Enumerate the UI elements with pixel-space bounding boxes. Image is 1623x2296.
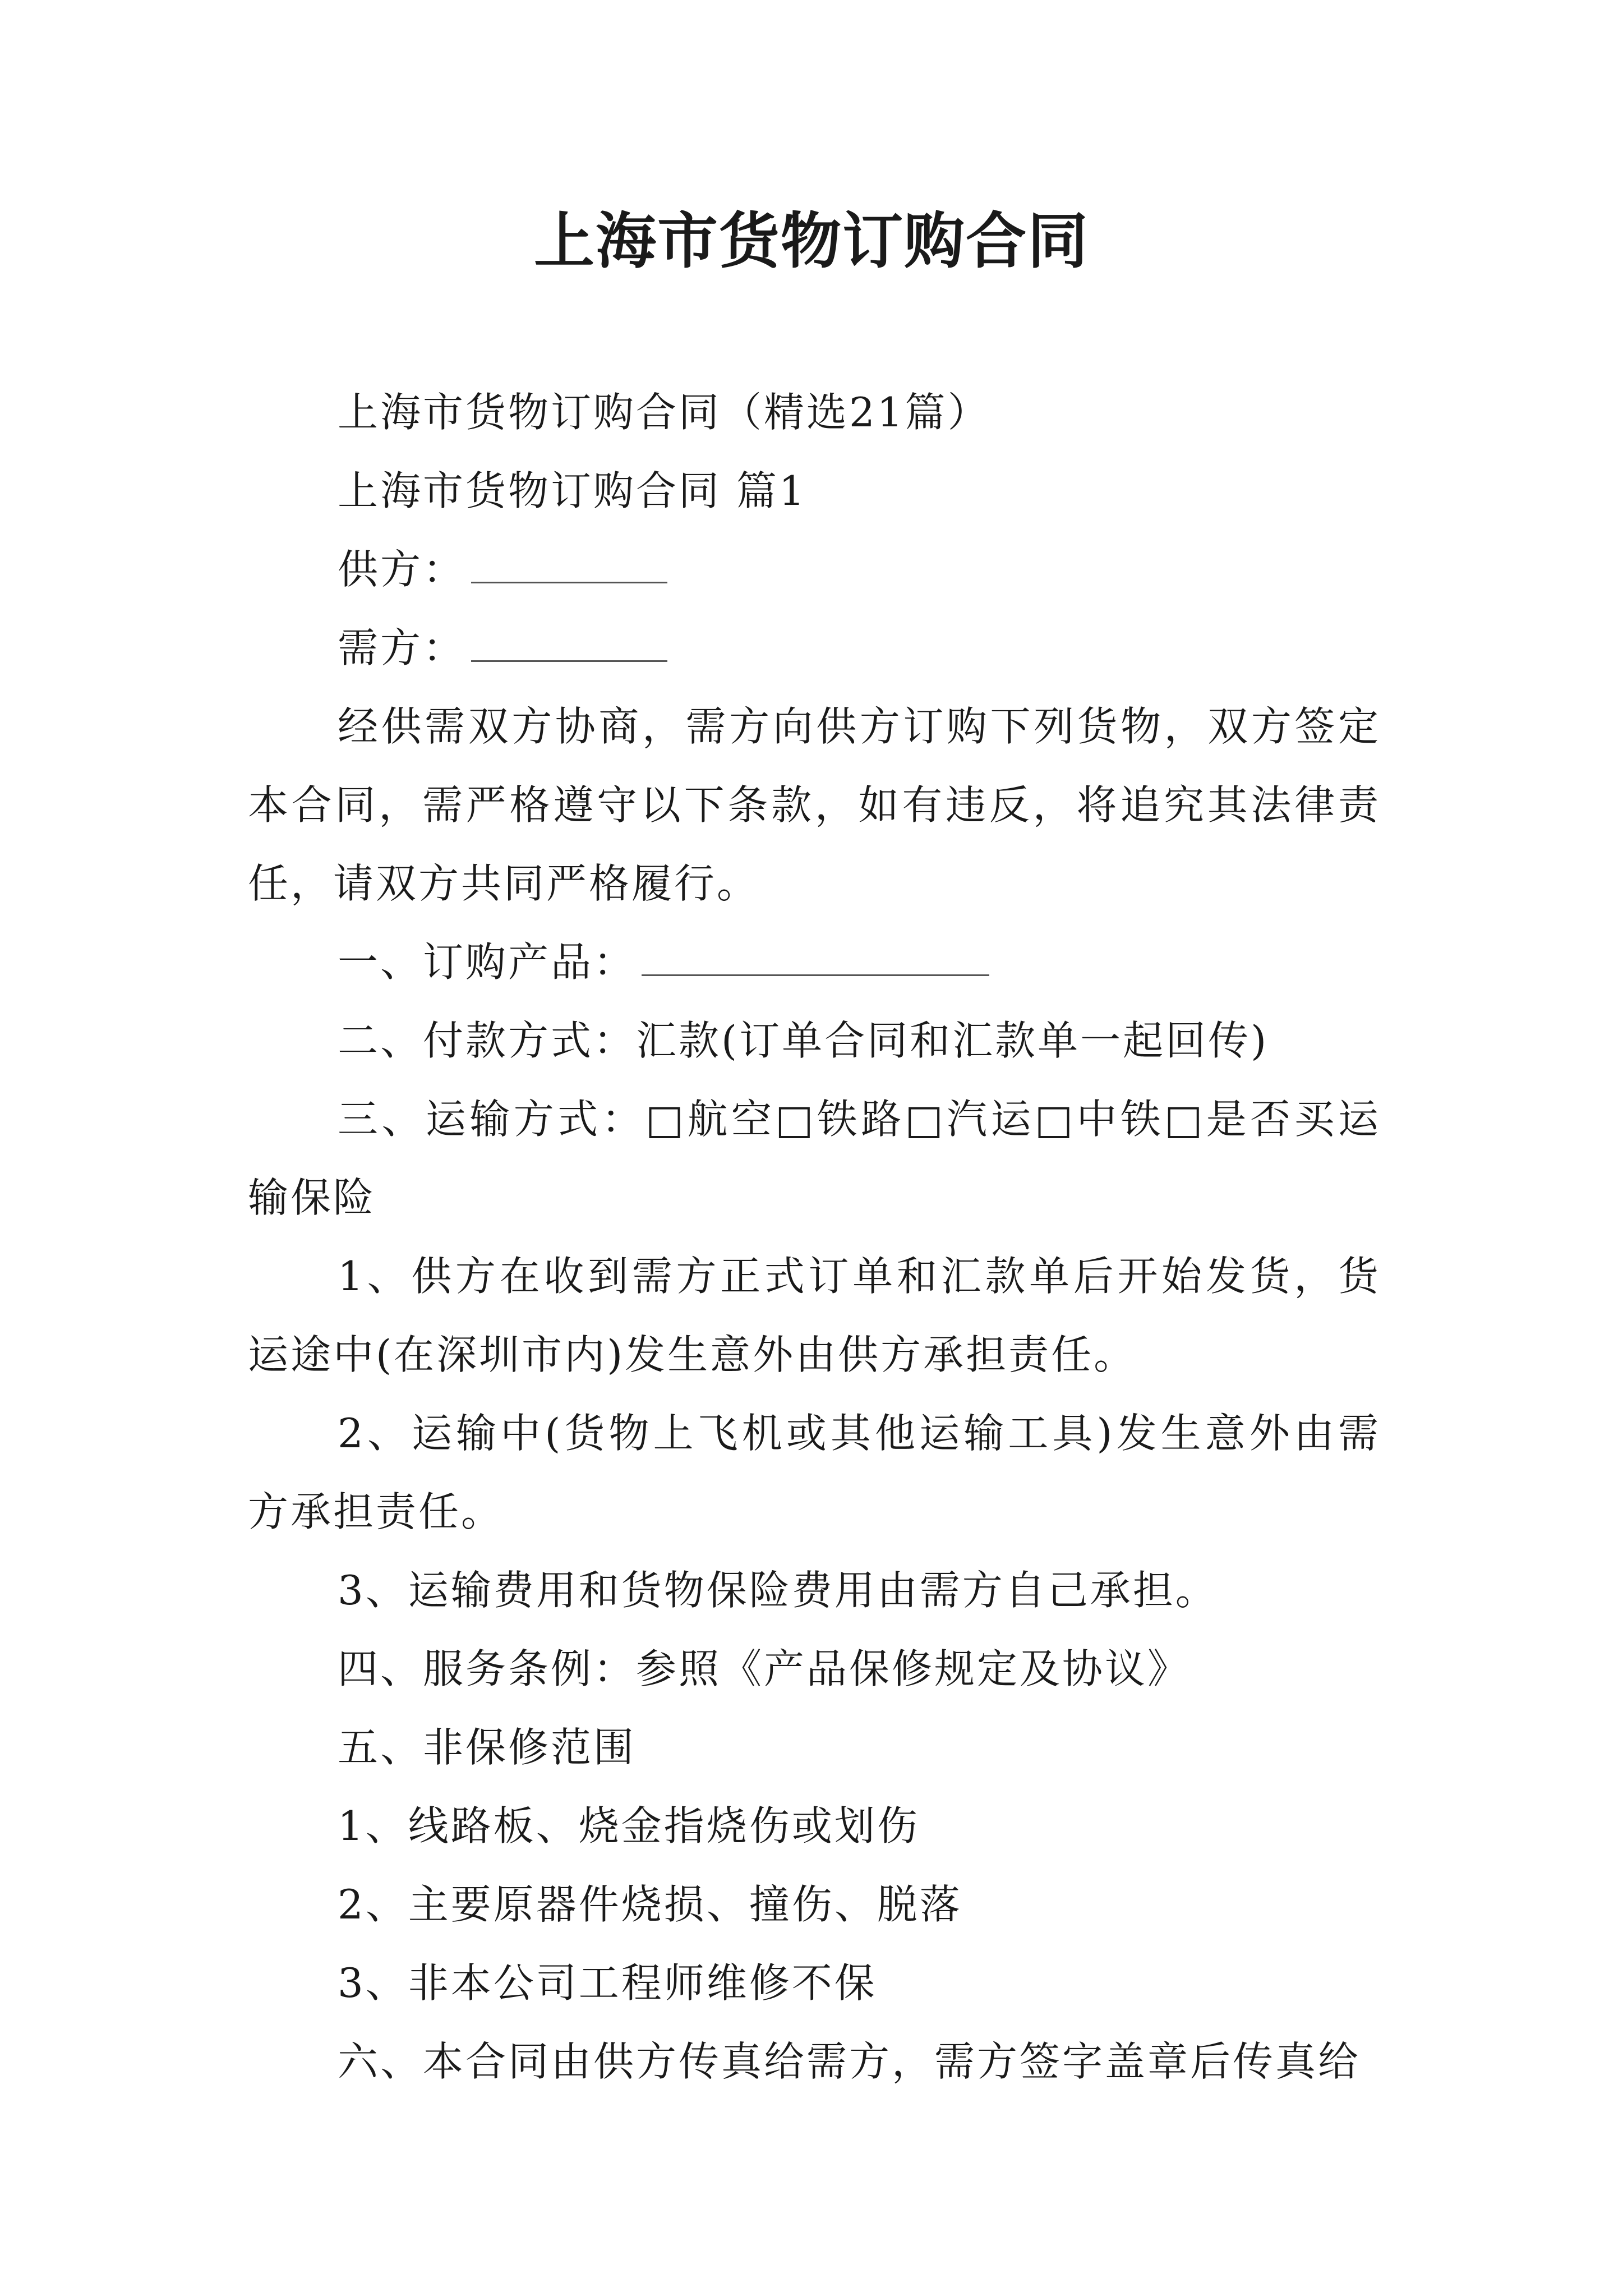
paragraph-transport-1: 1、供方在收到需方正式订单和汇款单后开始发货，货运途中(在深圳市内)发生意外由供方承担责任。 (248, 1253, 1381, 1378)
buyer-label: 需方： (338, 624, 466, 671)
paragraph-fax: 六、本合同由供方传真给需方，需方签字盖章后传真给 (338, 2038, 1361, 2085)
paragraph-non-warranty-2: 2、主要原器件烧损、撞伤、脱落 (338, 1881, 962, 1928)
document-body (248, 373, 1381, 2101)
supplier-label: 供方： (338, 546, 466, 593)
supplier-blank-line (471, 548, 667, 583)
paragraph-non-warranty: 五、非保修范围 (338, 1724, 637, 1771)
paragraph-buyer (248, 609, 1381, 687)
product-label: 一、订购产品： (338, 938, 637, 986)
paragraph-transport-2: 2、运输中(货物上飞机或其他运输工具)发生意外由需方承担责任。 (248, 1410, 1381, 1535)
paragraph-non-warranty-3: 3、非本公司工程师维修不保 (338, 1959, 877, 2007)
paragraph-non-warranty-1: 1、线路板、烧金指烧伤或划伤 (338, 1802, 920, 1849)
paragraph-intro: 经供需双方协商，需方向供方订购下列货物，双方签定本合同，需严格遵守以下条款，如有违反，将追究其法律责任，请双方共同严格履行。 (248, 703, 1381, 907)
buyer-blank-line (471, 627, 667, 662)
paragraph-supplier (248, 530, 1381, 609)
paragraph-payment: 二、付款方式：汇款(订单合同和汇款单一起回传) (338, 1017, 1269, 1064)
paragraph-product (248, 923, 1381, 1001)
paragraph-transport-3: 3、运输费用和货物保险费用由需方自己承担。 (338, 1567, 1218, 1614)
product-blank-line (642, 941, 989, 976)
paragraph-service: 四、服务条例：参照《产品保修规定及协议》 (338, 1645, 1191, 1692)
paragraph-collection-title: 上海市货物订购合同（精选21篇） (338, 389, 990, 436)
paragraph-transport: 三、运输方式：□航空□铁路□汽运□中铁□是否买运输保险 (248, 1096, 1381, 1221)
document-title: 上海市货物订购合同 (533, 206, 1089, 277)
paragraph-contract-heading: 上海市货物订购合同 篇1 (338, 467, 807, 514)
